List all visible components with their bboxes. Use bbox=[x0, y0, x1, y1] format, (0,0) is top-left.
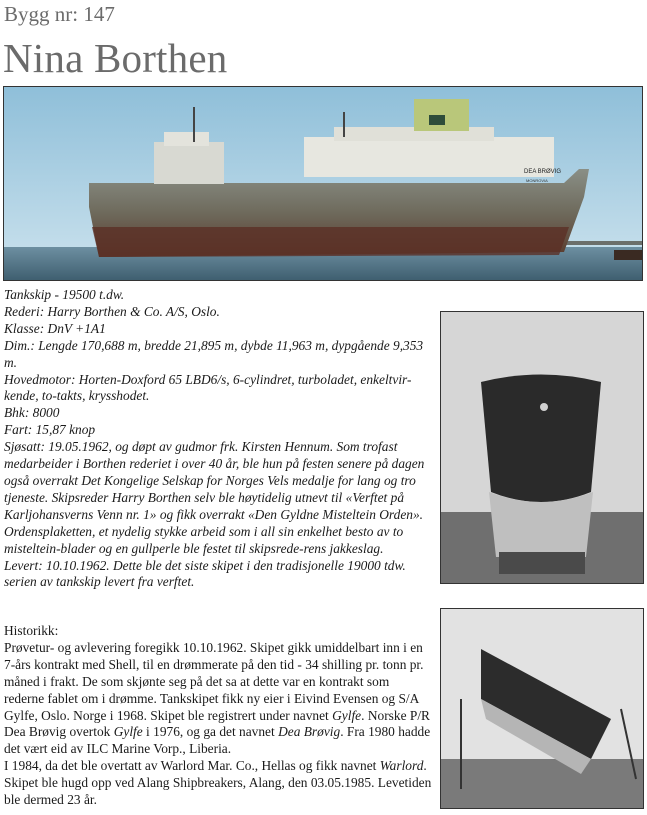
spec-launched: Sjøsatt: 19.05.1962, og døpt av gudmor frk. Kirsten Hennum. Som trofast medarbeider i Borthen rederiet i over 40 år, ble hun på festen senere på dagen også overrakt Det Kongelige Selskap for Norges Vels medalje for lang og tro tjeneste. Skipsreder Harry Borthen selv ble høytidelig utnevt til «Verftet på Karljohansverns Venn nr. 1» og fikk overrakt «Den Gyldne Misteltein Orden». Ordensplaketten, et nydelig stykke arbeid som i all sin enkelhet besto av to misteltein-blader og en gullperle ble festet til skipsrede-rens jakkeslag. bbox=[4, 439, 425, 556]
history-paragraph: Prøvetur- og avlevering foregikk 10.10.1962. Skipet gikk umiddelbart inn i en 7-års kontrakt med Shell, til en drømmerate på den tid - 34 shilling pr. tonn pr. måned i frakt. De som skjønte seg på det sa at dette var en kontrakt som rederne fablet om i drømme. Tankskipet fikk ny eier i Eivind Evensen og S/A Gylfe, Oslo. Norge i 1968. Skipet ble registrert under navnet Gylfe. Norske P/R Dea Brøvig overtok Gylfe i 1976, og ga det navnet Dea Brøvig. Fra 1980 hadde det vært eid av ILC Marine Vorp., Liberia. bbox=[4, 639, 431, 757]
ship-photo-main bbox=[3, 86, 643, 281]
history bbox=[4, 623, 432, 809]
main-photo-name-text: DEA BRØVIG bbox=[524, 169, 562, 175]
history-paragraph-2: I 1984, da det ble overtatt av Warlord Mar. Co., Hellas og fikk navnet Warlord. Skipet ble hugd opp ved Alang Shipbreakers, Alang, den 03.05.1985. Levetiden ble dermed 23 år. bbox=[4, 758, 432, 808]
spec-owner: Rederi: Harry Borthen & Co. A/S, Oslo. bbox=[4, 303, 220, 319]
spec-delivered: Levert: 10.10.1962. Dette ble det siste skipet i den tradisjonelle 19000 tdw. serien av tankskip levert fra verftet. bbox=[4, 557, 406, 590]
build-number: Bygg nr: 147 bbox=[4, 2, 115, 26]
ship-photo-bow bbox=[440, 311, 644, 584]
page-title: Nina Borthen bbox=[3, 35, 228, 81]
spec-speed: Fart: 15,87 knop bbox=[4, 422, 96, 438]
spec-type: Tankskip - 19500 t.dw. bbox=[4, 287, 125, 302]
specifications bbox=[4, 287, 432, 591]
spec-bhp: Bhk: 8000 bbox=[4, 405, 60, 421]
spec-engine: Hovedmotor: Horten-Doxford 65 LBD6/s, 6-cylindret, turboladet, enkeltvir-kende, to-takts, krysshodet. bbox=[4, 371, 412, 404]
history-heading: Historikk: bbox=[4, 623, 59, 638]
spec-class: Klasse: DnV +1A1 bbox=[4, 320, 106, 336]
ship-photo-launch bbox=[440, 608, 644, 809]
spec-dimensions: Dim.: Lengde 170,688 m, bredde 21,895 m, dybde 11,963 m, dypgående 9,353 m. bbox=[4, 337, 424, 370]
main-photo-port-text: MONROVIA bbox=[526, 178, 548, 183]
